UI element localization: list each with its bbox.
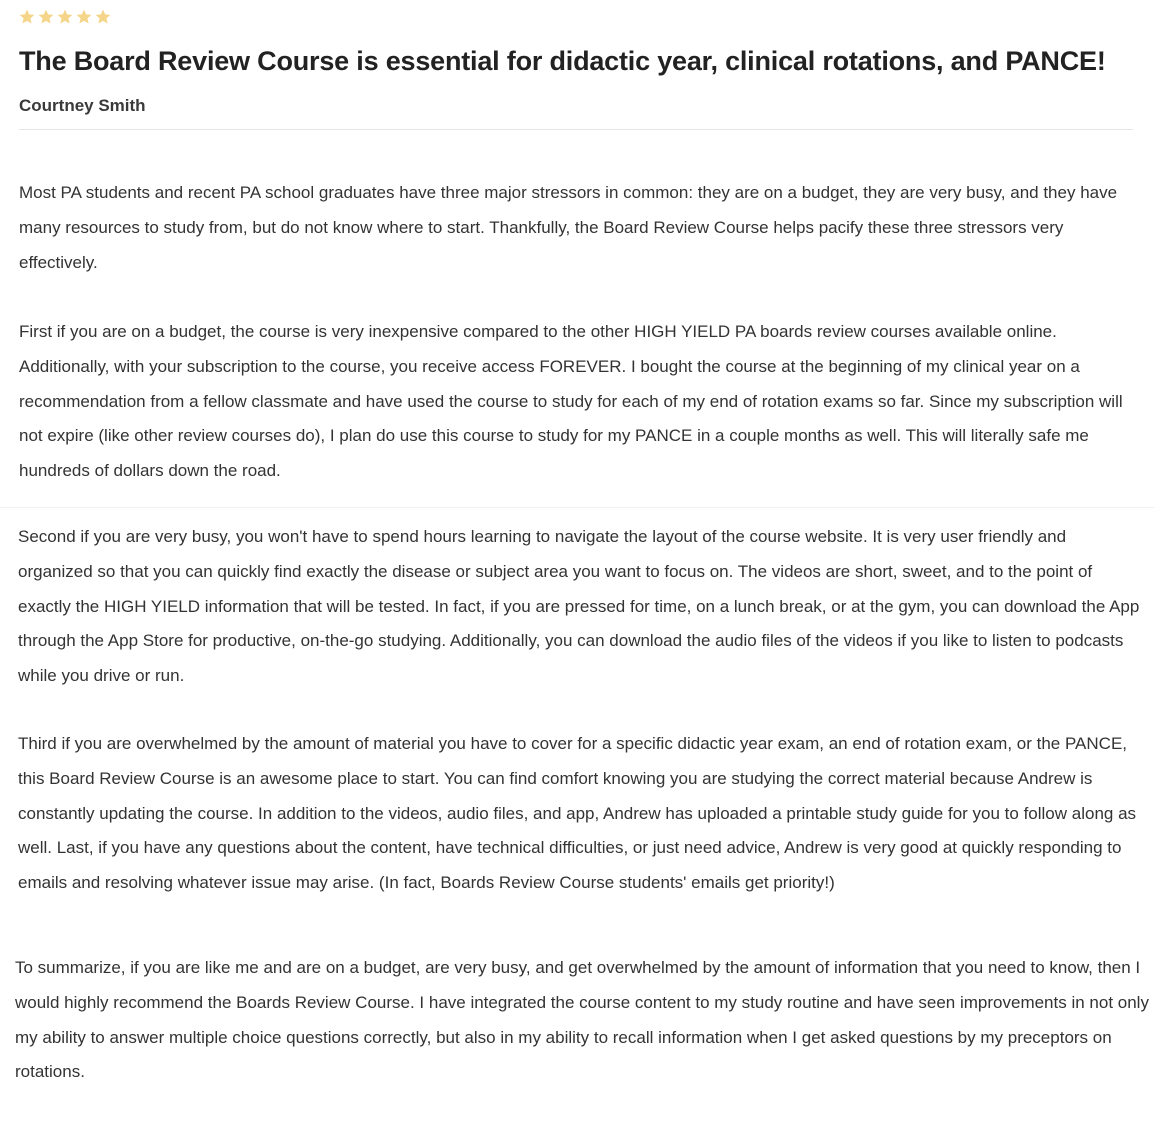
review-author: Courtney Smith <box>19 96 146 115</box>
star-icon <box>75 8 93 26</box>
review-paragraph: Third if you are overwhelmed by the amount of material you have to cover for a specific didactic year exam, an end of rotation exam, or the PANCE, this Board Review Course is an awesome place to start. You can find comfort knowing you are studying the correct material because Andrew is constantly updating the course. In addition to the videos, audio files, and app, Andrew has uploaded a printable study guide for you to follow along as well. Last, if you have any questions about the content, have technical difficulties, or just need advice, Andrew is very good at quickly responding to emails and resolving whatever issue may arise. (In fact, Boards Review Course students' emails get priority!) <box>18 734 1137 893</box>
review-paragraph: Second if you are very busy, you won't have to spend hours learning to navigate the layout of the course website. It is very user friendly and organized so that you can quickly find exactly the disease or subject area you want to focus on. The videos are short, sweet, and to the point of exactly the HIGH YIELD information that will be tested. In fact, if you are pressed for time, on a lunch break, or at the gym, you can download the App through the App Store for productive, on-the-go studying. Additionally, you can download the audio files of the videos if you like to listen to podcasts while you drive or run. <box>18 527 1140 686</box>
review-title: The Board Review Course is essential for didactic year, clinical rotations, and PANCE! <box>19 46 1106 76</box>
star-icon <box>18 8 36 26</box>
header-divider <box>19 129 1133 130</box>
star-icon <box>37 8 55 26</box>
review-paragraph: To summarize, if you are like me and are on a budget, are very busy, and get overwhelmed by the amount of information that you need to know, then I would highly recommend the Boards Review Course. I have integrated the course content to my study routine and have seen improvements in not only my ability to answer multiple choice questions correctly, but also in my ability to recall information when I get asked questions by my preceptors on rotations. <box>15 958 1149 1082</box>
review-paragraph: First if you are on a budget, the course is very inexpensive compared to the other HIGH YIELD PA boards review courses available online. Additionally, with your subscription to the course, you receive access FOREVER. I bought the course at the beginning of my clinical year on a recommendation from a fellow classmate and have used the course to study for each of my end of rotation exams so far. Since my subscription will not expire (like other review courses do), I plan do use this course to study for my PANCE in a couple months as well. This will literally safe me hundreds of dollars down the road. <box>19 322 1123 481</box>
section-divider <box>0 507 1154 508</box>
review-paragraph: Most PA students and recent PA school graduates have three major stressors in common: they are on a budget, they are very busy, and they have many resources to study from, but do not know where to start. Thankfully, the Board Review Course helps pacify these three stressors very effectively. <box>19 183 1118 272</box>
star-rating <box>18 8 112 26</box>
star-icon <box>56 8 74 26</box>
star-icon <box>94 8 112 26</box>
